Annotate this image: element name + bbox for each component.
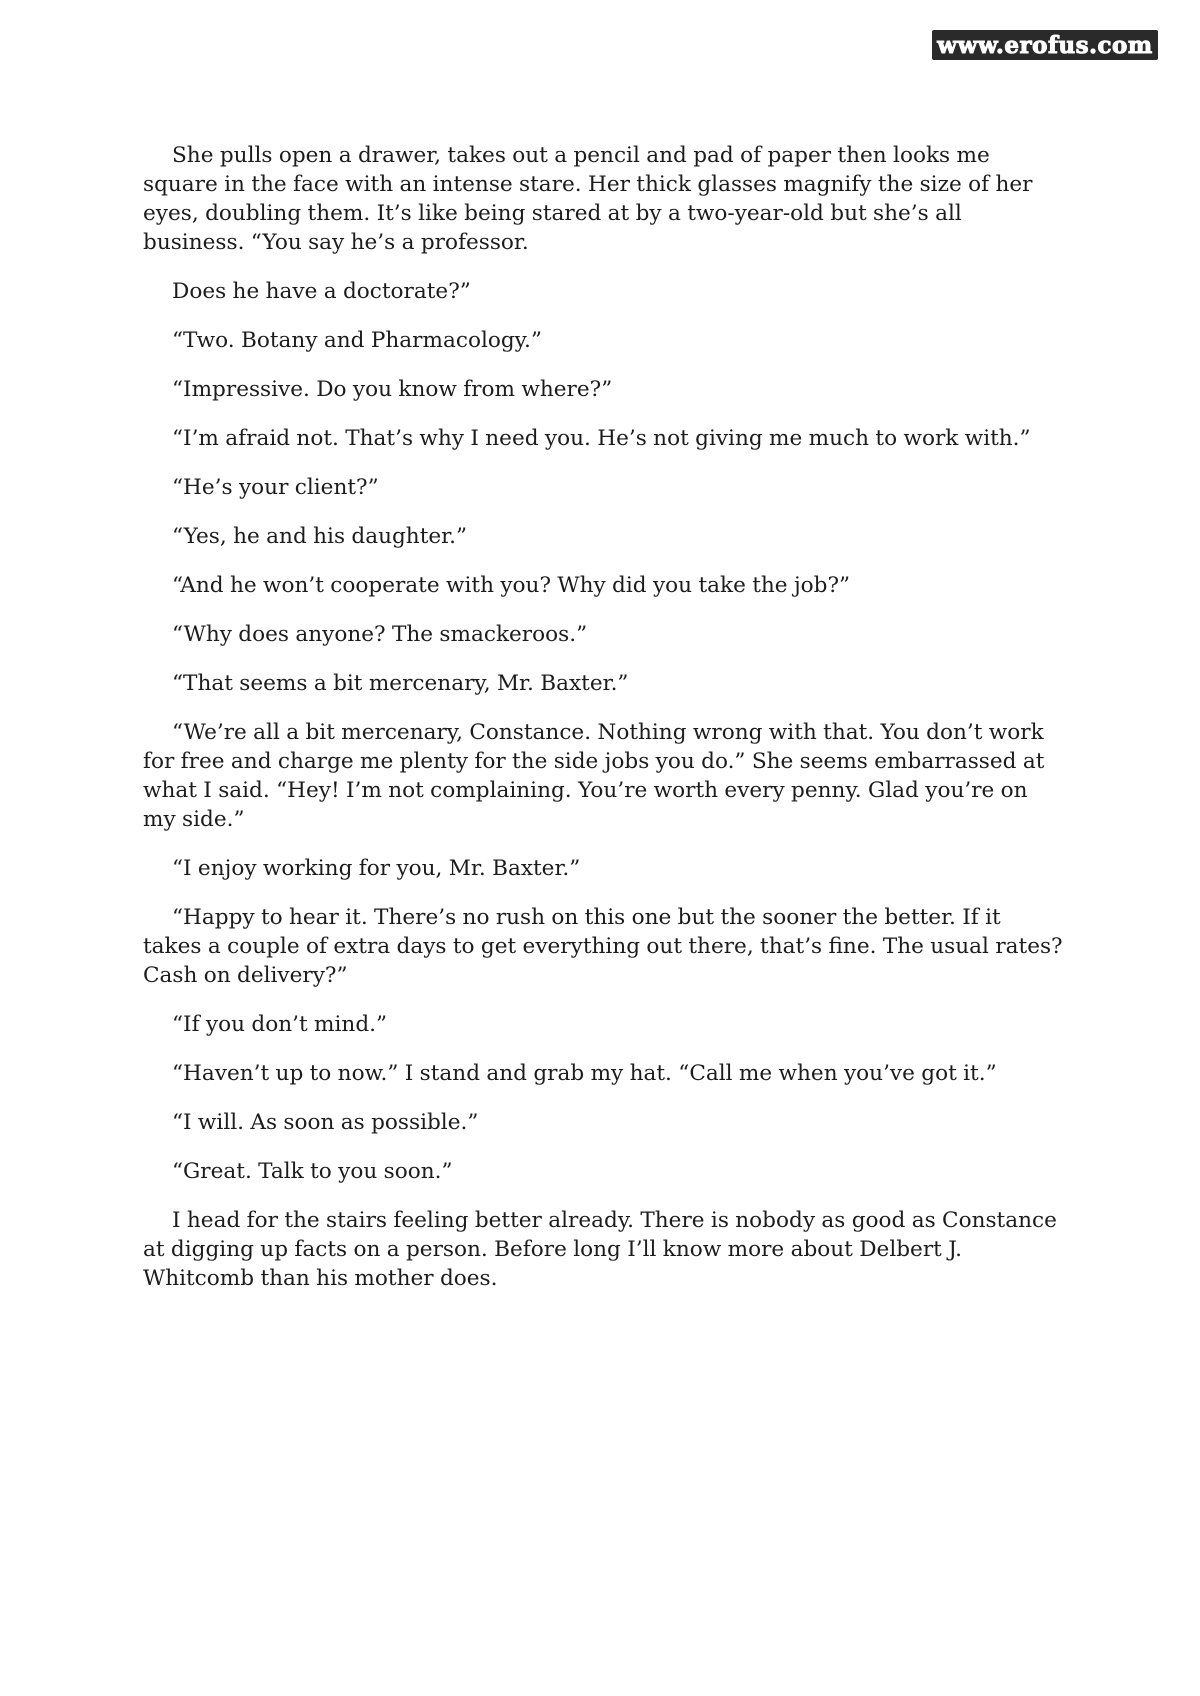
paragraph: Does he have a doctorate?” (172, 279, 471, 304)
paragraph: She pulls open a drawer, takes out a pencil and pad of paper then looks me square in the face with an intense stare. Her thick glasses magnify the size of her eyes, doubling them. It’s like being stared at by a two-year-old but she’s all business. “You say he’s a professor. (143, 143, 1033, 255)
paragraph: “I’m afraid not. That’s why I need you. He’s not giving me much to work with.” (172, 426, 1031, 451)
paragraph: “He’s your client?” (172, 475, 379, 500)
paragraph: “If you don’t mind.” (172, 1012, 388, 1037)
paragraph: “That seems a bit mercenary, Mr. Baxter.” (172, 671, 629, 696)
paragraph: “Great. Talk to you soon.” (172, 1159, 453, 1184)
paragraph: “I will. As soon as possible.” (172, 1110, 479, 1135)
watermark-logo (932, 30, 1158, 60)
page-body (143, 141, 1063, 1293)
watermark-text: www.erofus.com (937, 31, 1153, 59)
paragraph: I head for the stairs feeling better already. There is nobody as good as Constance at digging up facts on a person. Before long I’ll know more about Delbert J. Whitcomb than his mother does. (143, 1208, 1057, 1291)
paragraph: “Yes, he and his daughter.” (172, 524, 468, 549)
paragraph: “Haven’t up to now.” I stand and grab my hat. “Call me when you’ve got it.” (172, 1061, 997, 1086)
paragraph: “I enjoy working for you, Mr. Baxter.” (172, 856, 581, 881)
paragraph: “Impressive. Do you know from where?” (172, 377, 613, 402)
paragraph: “Happy to hear it. There’s no rush on this one but the sooner the better. If it takes a couple of extra days to get everything out there, that’s fine. The usual rates? Cash on delivery?” (143, 905, 1063, 988)
paragraph: “Two. Botany and Pharmacology.” (172, 328, 542, 353)
paragraph: “Why does anyone? The smackeroos.” (172, 622, 588, 647)
paragraph: “We’re all a bit mercenary, Constance. Nothing wrong with that. You don’t work for free and charge me plenty for the side jobs you do.” She seems embarrassed at what I said. “Hey! I’m not complaining. You’re worth every penny. Glad you’re on my side.” (143, 720, 1045, 832)
paragraph: “And he won’t cooperate with you? Why did you take the job?” (172, 573, 851, 598)
